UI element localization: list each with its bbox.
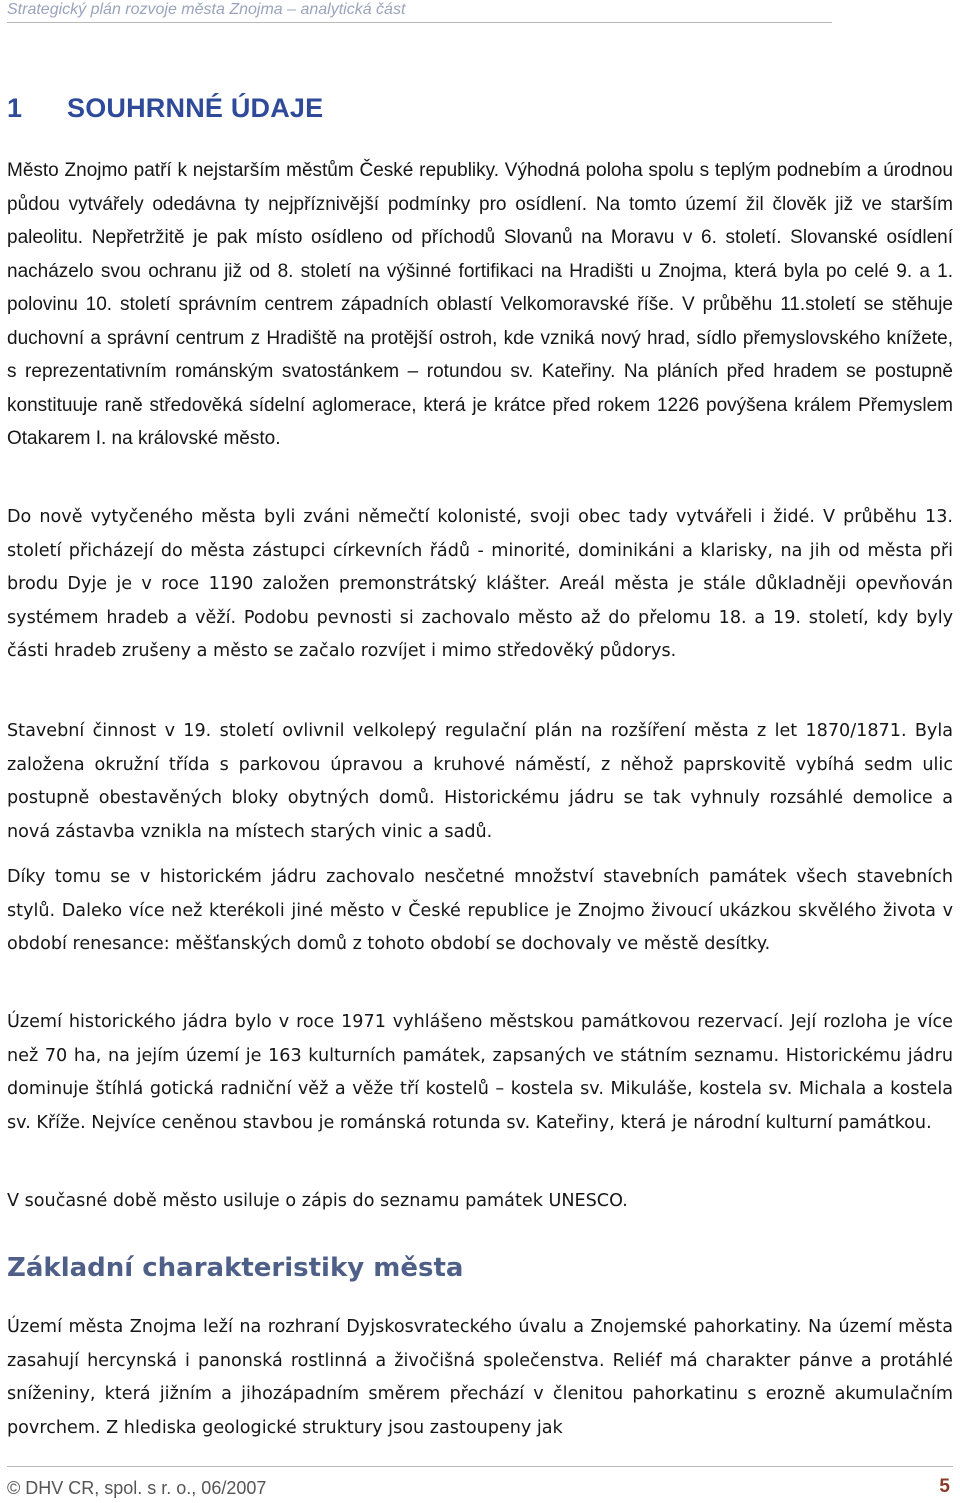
paragraph-medieval-town: Do nově vytyčeného města byli zváni němečtí kolonisté, svoji obec tady vytvářeli i židé. V průběhu 13. století přicházejí do města zástupci církevních řádů - minorité, dominikáni a klarisky, na jih od města při brodu Dyje je v roce 1190 založen premonstrátský klášter. Areál města je stále důkladněji opevňován systémem hradeb a věží. Podobu pevnosti si zachovalo město až do přelomu 18. a 19. století, kdy byly části hradeb zrušeny a město se začalo rozvíjet i mimo středověký půdorys. <box>7 507 953 661</box>
page-number: 5 <box>939 1476 950 1497</box>
section-heading: Základní charakteristiky města <box>7 1253 464 1283</box>
paragraph-characteristics: Území města Znojma leží na rozhraní Dyjskosvrateckého úvalu a Znojemské pahorkatiny. Na území města zasahují hercynská i panonská rostlinná a živočišná společenstva. Reliéf má charakter pánve a protáhlé sníženiny, která jižním a jihozápadním směrem přechází v členitou pahorkatinu s erozně akumulačním povrchem. Z hlediska geologické struktury jsou zastoupeny jak <box>7 1317 953 1438</box>
chapter-title-text: SOUHRNNÉ ÚDAJE <box>67 93 324 123</box>
chapter-title <box>7 91 323 125</box>
paragraph-history-origins: Město Znojmo patří k nejstarším městům České republiky. Výhodná poloha spolu s teplým podnebím a úrodnou půdou vytvářely odedávna ty nejpříznivější podmínky pro osídlení. Na tomto území žil člověk již ve starším paleolitu. Nepřetržitě je pak místo osídleno od příchodů Slovanů na Moravu v 6. století. Slovanské osídlení nacházelo svou ochranu již od 8. století na výšinné fortifikaci na Hradišti u Znojma, která byla po celé 9. a 1. polovinu 10. století správním centrem západních oblastí Velkomoravské říše. V průběhu 11.století se stěhuje duchovní a správní centrum z Hradiště na protější ostroh, kde vzniká nový hrad, sídlo přemyslovského knížete, s reprezentativním románským svatostánkem – rotundou sv. Kateřiny. Na pláních před hradem se postupně konstituuje raně středověká sídelní aglomerace, která je krátce před rokem 1226 povýšena králem Přemyslem Otakarem I. na královské město. <box>7 160 953 449</box>
paragraph-unesco: V současné době město usiluje o zápis do seznamu památek UNESCO. <box>7 1191 628 1211</box>
footer-divider <box>7 1466 953 1467</box>
paragraph-19th-century: Stavební činnost v 19. století ovlivnil velkolepý regulační plán na rozšíření města z let 1870/1871. Byla založena okružní třída s parkovou úpravou a kruhové náměstí, z něhož paprskovitě vybíhá sedm ulic postupně obestavěných bloky obytných domů. Historickému jádru se tak vyhnuly rozsáhlé demolice a nová zástavba vznikla na místech starých vinic a sadů. <box>7 721 953 842</box>
running-header: Strategický plán rozvoje města Znojma – analytická část <box>7 0 832 23</box>
chapter-number: 1 <box>7 93 23 123</box>
paragraph-heritage-reserve: Území historického jádra bylo v roce 1971 vyhlášeno městskou památkovou rezervací. Její rozloha je více než 70 ha, na jejím území je 163 kulturních památek, zapsaných ve státním seznamu. Historickému jádru dominuje štíhlá gotická radniční věž a věže tří kostelů – kostela sv. Mikuláše, kostela sv. Michala a kostela sv. Kříže. Nejvíce ceněnou stavbou je románská rotunda sv. Kateřiny, která je národní kulturní památkou. <box>7 1012 953 1133</box>
footer-copyright: © DHV CR, spol. s r. o., 06/2007 <box>7 1478 267 1498</box>
paragraph-monuments: Díky tomu se v historickém jádru zachovalo nesčetné množství stavebních památek všech stavebních stylů. Daleko více než kterékoli jiné město v České republice je Znojmo živoucí ukázkou skvělého života v období renesance: měšťanských domů z tohoto období se dochovaly ve městě desítky. <box>7 867 953 954</box>
